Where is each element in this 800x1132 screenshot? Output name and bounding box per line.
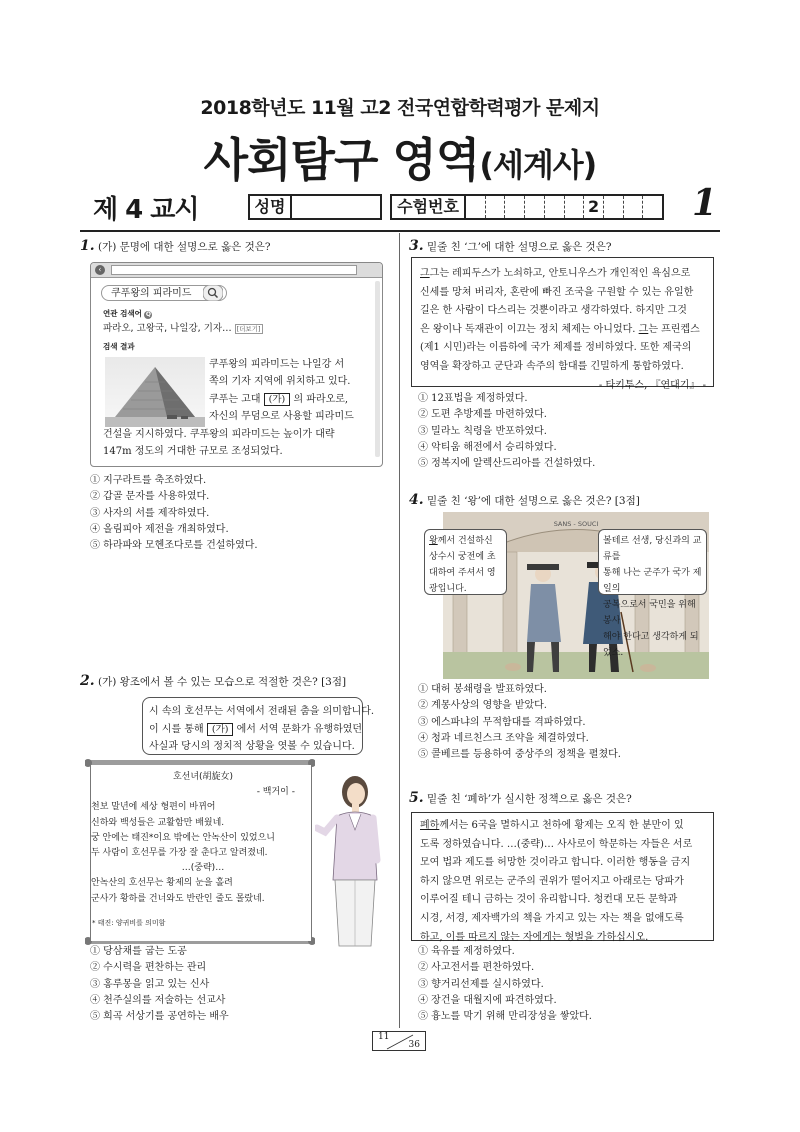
q2-number: 2. bbox=[80, 673, 95, 689]
choice[interactable]: ② 갑골 문자를 사용하였다. bbox=[90, 491, 210, 503]
page-counter bbox=[372, 1031, 426, 1051]
exam-number-cell[interactable] bbox=[624, 196, 644, 218]
choice[interactable]: ① 12표법을 제정하였다. bbox=[418, 393, 528, 404]
choice[interactable]: ② 계몽사상의 영향을 받았다. bbox=[418, 700, 547, 712]
q5-stem bbox=[409, 790, 632, 806]
choice[interactable]: ① 육유를 제정하였다. bbox=[418, 946, 515, 957]
bubble-line: 께서 건설하신 bbox=[437, 536, 493, 546]
palace-sign: SANS - SOUCI bbox=[553, 520, 599, 528]
q4-stem-keyword: 왕 bbox=[467, 495, 478, 507]
search-results-label: 검색 결과 bbox=[103, 342, 135, 351]
related-search-label-text: 연관 검색어 bbox=[103, 309, 142, 318]
search-result-text bbox=[103, 356, 365, 460]
passage-line: 도록 정하였습니다. …(중략)… 사사로이 학문하는 자들은 서로 bbox=[420, 838, 693, 850]
bubble-line: 에서 서역 문화가 유행하였던 bbox=[236, 723, 363, 735]
poem-footnote: * 태진: 양귀비를 의미함 bbox=[92, 919, 166, 927]
q3-stem-text: ’에 대한 설명으로 옳은 것은? bbox=[477, 241, 612, 253]
page-title bbox=[0, 124, 800, 190]
exam-number-field[interactable] bbox=[390, 194, 664, 220]
result-line: 자신의 무덤으로 사용할 피라미드 bbox=[209, 411, 354, 423]
page-number: 1 bbox=[692, 182, 718, 224]
q1-stem bbox=[80, 238, 270, 254]
q1-number: 1. bbox=[80, 238, 95, 254]
choice[interactable]: ⑤ 콜베르를 등용하여 중상주의 정책을 펼쳤다. bbox=[418, 749, 621, 761]
q5-number: 5. bbox=[409, 790, 424, 806]
q3-stem bbox=[409, 238, 611, 254]
speech-bubble bbox=[142, 697, 375, 755]
speech-bubble-right bbox=[598, 529, 707, 658]
exam-number-cell[interactable] bbox=[643, 196, 662, 218]
poem-title: 호선녀(胡旋女) bbox=[172, 772, 234, 782]
poem-line: 신하와 백성들은 교활함만 배웠네. bbox=[91, 817, 225, 828]
result-line: 쿠푸는 고대 bbox=[209, 393, 261, 405]
choice[interactable]: ④ 청과 네르친스크 조약을 체결하였다. bbox=[418, 732, 589, 744]
name-field[interactable] bbox=[248, 194, 382, 220]
passage-line: 신세를 망쳐 버리자, 혼란에 빠진 조국을 구원할 수 있는 유일한 bbox=[420, 286, 694, 298]
choice[interactable]: ③ 사자의 서를 제작하였다. bbox=[90, 507, 210, 519]
q1-choices bbox=[90, 473, 258, 554]
blank-ga: (가) bbox=[264, 393, 291, 406]
passage-line: 모여 법과 제도를 허망한 것이라고 합니다. 이러한 행동을 금지 bbox=[420, 857, 691, 869]
q5-stem-text: ’가 실시한 정책으로 옳은 것은? bbox=[487, 793, 632, 805]
blank-ga: (가) bbox=[207, 723, 234, 736]
q5-stem-keyword: 폐하 bbox=[467, 793, 488, 805]
choice[interactable]: ④ 장건을 대월지에 파견하였다. bbox=[418, 994, 557, 1006]
q3-choices bbox=[418, 391, 595, 472]
choice[interactable]: ③ 향거리선제를 실시하였다. bbox=[418, 978, 544, 990]
choice[interactable]: ⑤ 하라파와 모헨조다로를 건설하였다. bbox=[90, 540, 258, 552]
exam-number-cell[interactable] bbox=[604, 196, 624, 218]
q4-number: 4. bbox=[409, 492, 424, 508]
exam-number-label: 수험번호 bbox=[392, 196, 466, 218]
exam-number-cell[interactable] bbox=[486, 196, 506, 218]
title-subject: (세계사) bbox=[479, 146, 597, 184]
choice[interactable]: ④ 천주실의를 저술하는 선교사 bbox=[90, 994, 226, 1006]
browser-toolbar bbox=[91, 263, 382, 278]
passage-line: 영역을 확장하고 군단과 속주의 함대를 긴밀하게 통합하였다. bbox=[420, 360, 684, 372]
passage-line bbox=[420, 817, 707, 836]
q4-choices bbox=[418, 682, 621, 763]
poem-line: 군사가 황하를 건너와도 반란인 줄도 몰랐네. bbox=[91, 893, 265, 904]
q5-stem-text: 밑줄 친 ‘ bbox=[426, 793, 468, 805]
question-circle-icon: Q bbox=[145, 311, 152, 318]
speech-bubble-left bbox=[424, 529, 507, 595]
q2-stem-text: (가) 왕조에서 볼 수 있는 모습으로 적절한 것은? [3점] bbox=[97, 676, 347, 688]
passage-line: 하지 않으면 위로는 군주의 권위가 떨어지고 아래로는 당파가 bbox=[420, 875, 684, 887]
bubble-line: 상수시 궁전에 초 bbox=[429, 552, 496, 562]
name-label: 성명 bbox=[250, 196, 292, 218]
related-search-label bbox=[103, 308, 152, 319]
result-line: 의 파라오로, bbox=[293, 393, 349, 405]
passage-line: (제1 시민)라는 이름하에 국가 체제를 정비하였다. 또한 제국의 bbox=[420, 342, 692, 354]
passage-line-text: 은 왕이나 독재관이 이끄는 정치 체제는 아니었다. bbox=[420, 323, 636, 335]
exam-number-cell[interactable] bbox=[466, 196, 486, 218]
poem-line: 안녹산의 호선무는 황제의 눈을 홀려 bbox=[91, 878, 233, 889]
bubble-line: 볼테르 선생, 당신과의 교류를 bbox=[603, 536, 702, 562]
passage-line: 하고, 이를 따르지 않는 자에게는 형벌을 가하십시오. bbox=[420, 931, 649, 943]
q3-passage bbox=[411, 257, 714, 391]
choice[interactable]: ① 당삼채를 굽는 도공 bbox=[90, 946, 187, 957]
browser-window bbox=[90, 262, 383, 467]
choice[interactable]: ② 수시력을 편찬하는 관리 bbox=[90, 962, 207, 974]
choice[interactable]: ④ 악티움 해전에서 승리하였다. bbox=[418, 441, 557, 453]
poem bbox=[91, 770, 315, 907]
choice[interactable]: ⑤ 정복지에 알렉산드리아를 건설하였다. bbox=[418, 458, 596, 470]
q3-number: 3. bbox=[409, 238, 424, 254]
passage-line bbox=[420, 265, 706, 284]
related-search-terms[interactable] bbox=[103, 320, 263, 334]
passage-line bbox=[420, 321, 706, 340]
more-link[interactable]: [더보기] bbox=[236, 325, 261, 333]
related-terms-text[interactable]: 파라오, 고왕국, 나일강, 기자… bbox=[103, 323, 232, 334]
total-pages: 36 bbox=[408, 1040, 420, 1050]
choice[interactable]: ④ 올림피아 제전을 개최하였다. bbox=[90, 523, 229, 535]
passage-line-text: 께서는 6국을 멸하시고 천하에 황제는 오직 한 분만이 있 bbox=[439, 820, 684, 831]
q5-choices bbox=[418, 944, 592, 1025]
exam-subtitle: 2018학년도 11월 고2 전국연합학력평가 문제지 bbox=[200, 97, 600, 119]
q4-stem-text: 밑줄 친 ‘ bbox=[426, 495, 468, 507]
choice[interactable]: ② 사고전서를 편찬하였다. bbox=[418, 962, 535, 974]
bubble-line: 통해 나는 군주가 국가 제일의 bbox=[603, 568, 702, 594]
q1-stem-text: (가) 문명에 대한 설명으로 옳은 것은? bbox=[97, 241, 271, 253]
bubble-line: 광입니다. bbox=[429, 584, 467, 594]
bubble-line: 공복으로서 국민을 위해 봉사 bbox=[603, 600, 696, 626]
choice[interactable]: ⑤ 희곡 서상기를 공연하는 배우 bbox=[90, 1011, 229, 1023]
q2-choices bbox=[90, 944, 229, 1025]
passage-line-text: 는 프린켑스 bbox=[648, 323, 700, 335]
exam-period: 제 4 교시 bbox=[93, 195, 199, 225]
bubble-line: 해야 한다고 생각하게 되었소. bbox=[603, 632, 699, 658]
choice[interactable]: ③ 에스파냐의 무적함대를 격파하였다. bbox=[418, 716, 586, 728]
poem-omission: …(중략)… bbox=[181, 863, 225, 874]
choice[interactable]: ③ 홍루몽을 읽고 있는 신사 bbox=[90, 978, 210, 990]
search-icon[interactable] bbox=[203, 285, 223, 301]
result-line: 쿠푸왕의 피라미드는 나일강 서 bbox=[209, 359, 345, 370]
result-line: 147m 정도의 거대한 규모로 조성되었다. bbox=[103, 446, 283, 458]
poem-author: - 백거이 - bbox=[256, 787, 295, 798]
choice[interactable]: ③ 밀라노 칙령을 반포하였다. bbox=[418, 425, 547, 437]
passage-line: 시경, 서경, 제자백가의 책을 가지고 있는 자는 책을 없애도록 bbox=[420, 912, 684, 924]
exam-number-cell-filled[interactable]: 2 bbox=[584, 196, 604, 218]
search-input[interactable]: 쿠푸왕의 피라미드 bbox=[101, 285, 227, 301]
poem-line: 궁 안에는 태진*이요 밖에는 안녹산이 있었으니 bbox=[91, 832, 275, 843]
poem-line: 두 사람이 호선무를 가장 잘 춘다고 알려졌네. bbox=[91, 848, 268, 859]
header-divider bbox=[80, 230, 720, 232]
exam-number-cell[interactable] bbox=[545, 196, 565, 218]
current-page: 11 bbox=[378, 1032, 390, 1042]
image-float-spacer bbox=[103, 356, 209, 424]
underlined-keyword: 왕 bbox=[429, 536, 438, 546]
q4-stem-text: ’에 대한 설명으로 옳은 것은? [3점] bbox=[477, 495, 640, 507]
choice[interactable]: ① 지구라트를 축조하였다. bbox=[90, 475, 207, 486]
teacher-illustration bbox=[315, 770, 390, 950]
passage-line: 이루어질 테니 금하는 것이 유리합니다. 청컨대 모든 문학과 bbox=[420, 894, 678, 906]
poem-line: 천보 말년에 세상 형편이 바뀌어 bbox=[91, 802, 216, 813]
q2-stem bbox=[80, 673, 346, 689]
passage-line-text: 그는 레피두스가 노쇠하고, 안토니우스가 개인적인 욕심으로 bbox=[429, 268, 691, 279]
bubble-line: 사실과 당시의 정치적 상황을 엿볼 수 있습니다. bbox=[149, 741, 355, 752]
exam-number-cell[interactable] bbox=[525, 196, 545, 218]
q3-stem-keyword: 그 bbox=[467, 241, 478, 253]
choice[interactable]: ① 대허 봉쇄령을 발표하였다. bbox=[418, 684, 547, 695]
underlined-keyword: 그 bbox=[638, 323, 649, 335]
bubble-line: 대하여 주셔서 영 bbox=[429, 568, 496, 578]
title-main: 사회탐구 영역 bbox=[203, 133, 480, 187]
underlined-keyword: 그 bbox=[420, 268, 430, 279]
exam-number-cell[interactable] bbox=[565, 196, 585, 218]
result-line: 쪽의 기자 지역에 위치하고 있다. bbox=[209, 376, 351, 388]
back-arrow-icon[interactable]: ‹ bbox=[95, 265, 105, 275]
passage-line: 길은 한 사람이 다스리는 것뿐이라고 생각하였다. 하지만 그것 bbox=[420, 305, 687, 317]
q5-passage bbox=[411, 812, 714, 941]
bubble-line: 이 시를 통해 bbox=[149, 723, 204, 735]
address-bar[interactable] bbox=[111, 265, 357, 275]
passage-source: - 타키투스, 『연대기』 - bbox=[598, 379, 706, 391]
choice[interactable]: ⑤ 흉노를 막기 위해 만리장성을 쌓았다. bbox=[418, 1011, 592, 1023]
q4-stem bbox=[409, 492, 640, 508]
bubble-line: 시 속의 호선무는 서역에서 전래된 춤을 의미합니다. bbox=[149, 706, 375, 717]
browser-scrollbar[interactable] bbox=[375, 281, 380, 457]
choice[interactable]: ② 도편 추방제를 마련하였다. bbox=[418, 409, 547, 421]
result-line: 건설을 지시하였다. 쿠푸왕의 피라미드는 높이가 대략 bbox=[103, 428, 335, 440]
q3-stem-text: 밑줄 친 ‘ bbox=[426, 241, 468, 253]
exam-number-cell[interactable] bbox=[505, 196, 525, 218]
column-divider bbox=[399, 233, 400, 1028]
underlined-keyword: 폐하 bbox=[420, 820, 440, 831]
